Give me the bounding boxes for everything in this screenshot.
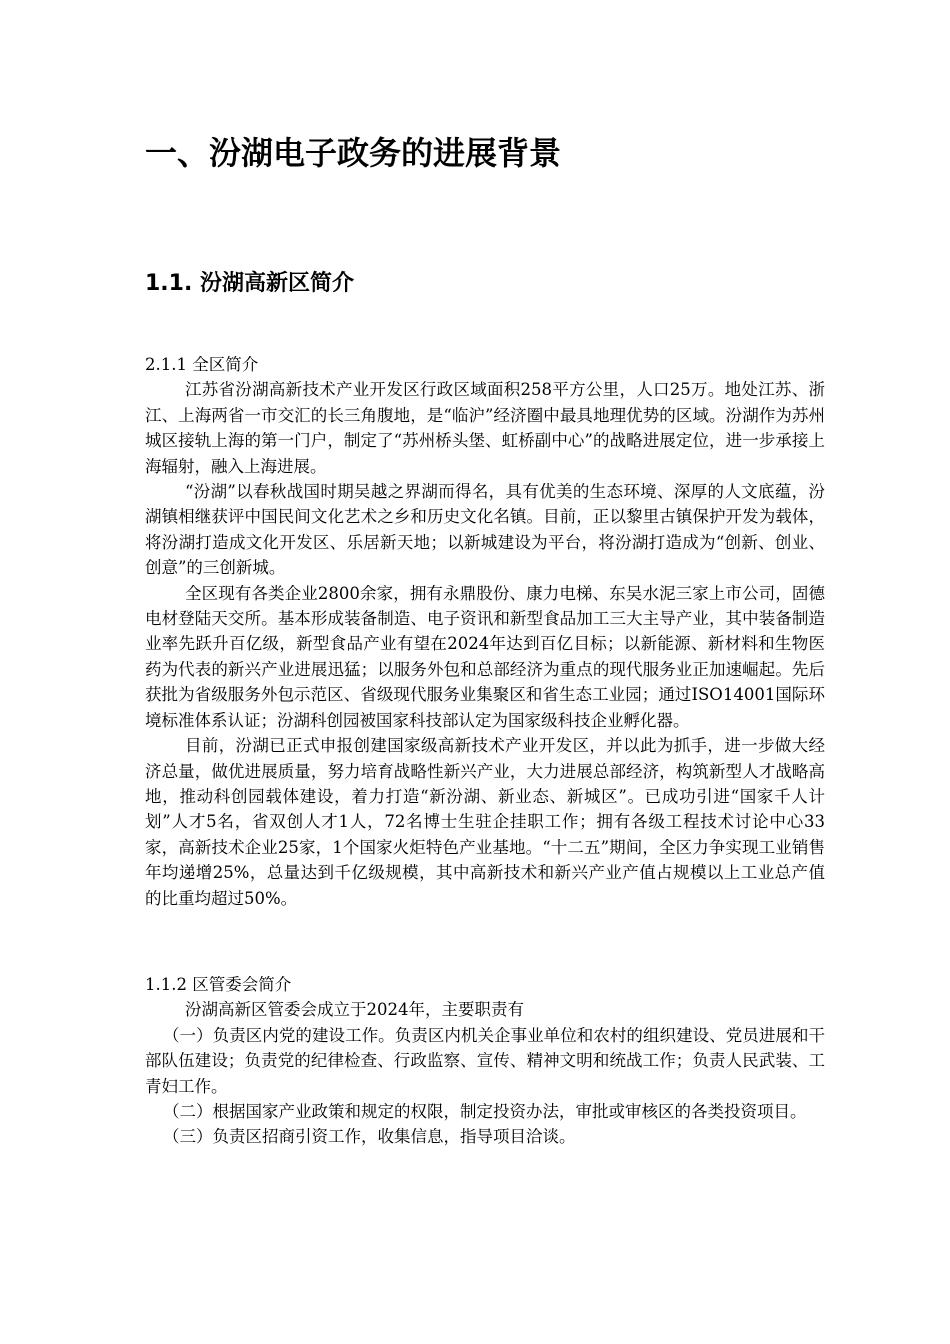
list-item: （一）负责区内党的建设工作。负责区内机关企事业单位和农村的组织建设、党员进展和干部队伍建设；负责党的纪律检查、行政监察、宣传、精神文明和统战工作；负责人民武装、工青妇工作。: [145, 1025, 825, 1096]
chapter-title: 一、汾湖电子政务的进展背景: [145, 134, 562, 172]
paragraph: 汾湖高新区管委会成立于2024年，主要职责有: [185, 1000, 524, 1020]
subsection-heading: 1.1.2 区管委会简介: [145, 975, 292, 994]
list-item: （三）负责区招商引资工作，收集信息，指导项目洽谈。: [163, 1127, 576, 1147]
list-item: （二）根据国家产业政策和规定的权限，制定投资办法，审批或审核区的各类投资项目。: [163, 1102, 807, 1122]
paragraph: 全区现有各类企业2800余家，拥有永鼎股份、康力电梯、东吴水泥三家上市公司，固德电材登陆天交所。基本形成装备制造、电子资讯和新型食品加工三大主导产业，其中装备制造业率先跃升百亿级，新型食品产业有望在2024年达到百亿目标；以新能源、新材料和生物医药为代表的新兴产业进展迅猛；以服务外包和总部经济为重点的现代服务业正加速崛起。先后获批为省级服务外包示范区、省级现代服务业集聚区和省生态工业园；通过ISO14001国际环境标准体系认证；汾湖科创园被国家科技部认定为国家级科技企业孵化器。: [145, 583, 825, 730]
paragraph: 江苏省汾湖高新技术产业开发区行政区域面积258平方公里，人口25万。地处江苏、浙江、上海两省一市交汇的长三角腹地，是“临沪”经济圈中最具地理优势的区域。汾湖作为苏州城区接轨上海的第一门户，制定了“苏州桥头堡、虹桥副中心”的战略进展定位，进一步承接上海辐射，融入上海进展。: [145, 380, 825, 476]
subsection-heading: 2.1.1 全区简介: [145, 355, 259, 374]
section-title: 1.1. 汾湖高新区简介: [145, 271, 354, 296]
subsection-overview: [145, 352, 825, 911]
subsection-committee: [145, 972, 825, 1150]
paragraph: 目前，汾湖已正式申报创建国家级高新技术产业开发区，并以此为抓手，进一步做大经济总量，做优进展质量，努力培育战略性新兴产业，大力进展总部经济，构筑新型人才战略高地，推动科创园载体建设，着力打造“新汾湖、新业态、新城区”。已成功引进“国家千人计划”人才5名，省双创人才1人，72名博士生驻企挂职工作；拥有各级工程技术讨论中心33家，高新技术企业25家，1个国家火炬特色产业基地。“十二五”期间，全区力争实现工业销售年均递增25%，总量达到千亿级规模，其中高新技术和新兴产业产值占规模以上工业总产值的比重均超过50%。: [145, 736, 825, 908]
paragraph: “汾湖”以春秋战国时期吴越之界湖而得名，具有优美的生态环境、深厚的人文底蕴，汾湖镇相继获评中国民间文化艺术之乡和历史文化名镇。目前，正以黎里古镇保护开发为载体，将汾湖打造成文化开发区、乐居新天地；以新城建设为平台，将汾湖打造成为“创新、创业、创意”的三创新城。: [145, 482, 825, 578]
